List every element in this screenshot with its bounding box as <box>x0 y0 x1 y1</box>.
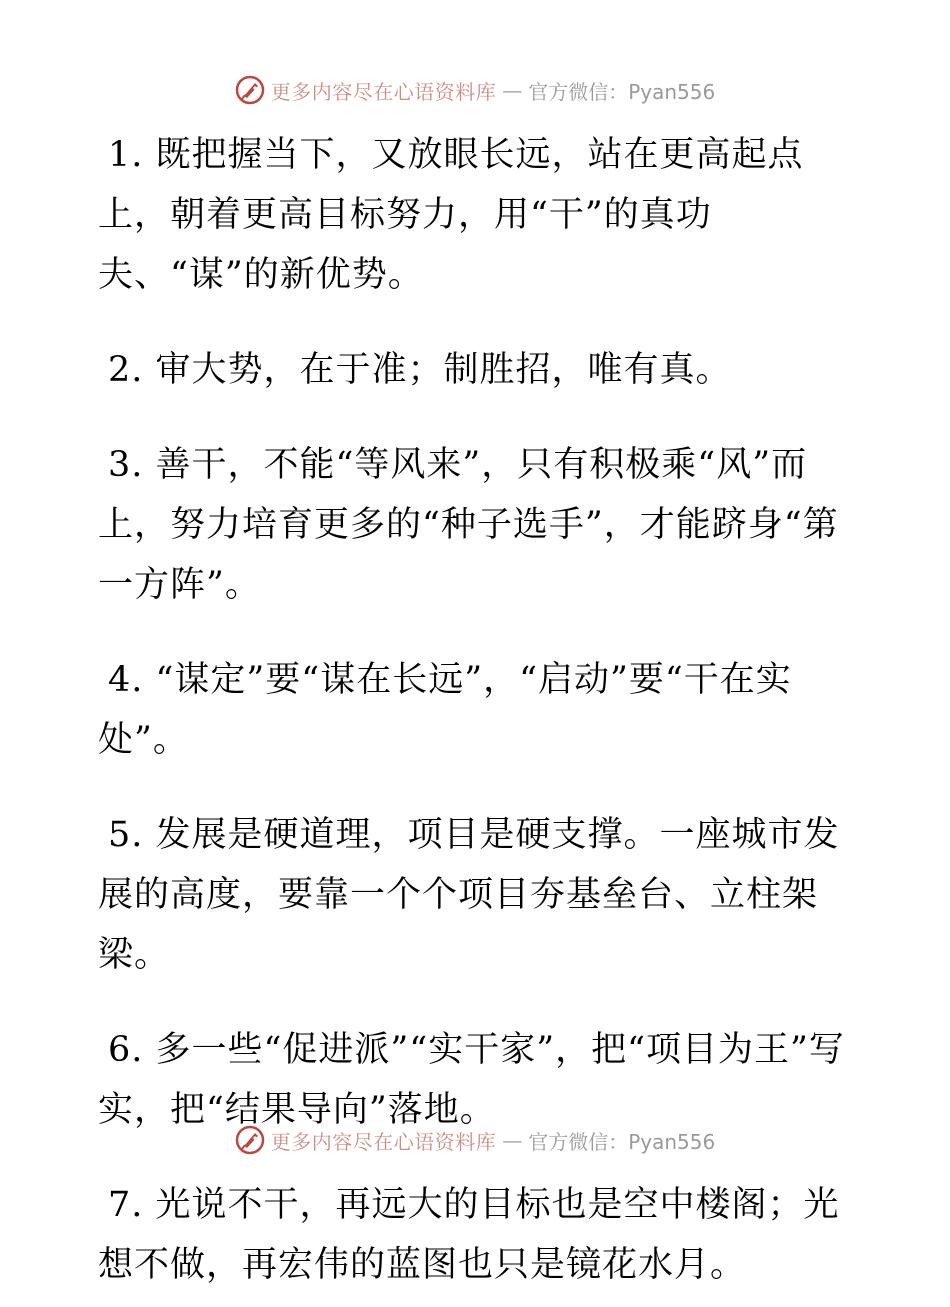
pen-nib-logo-icon <box>235 1125 265 1155</box>
watermark-brand-text: 更多内容尽在心语资料库 <box>270 79 497 104</box>
watermark-brand-text: 更多内容尽在心语资料库 <box>270 1129 497 1154</box>
list-item: 4. “谋定”要“谋在长远”，“启动”要“干在实处”。 <box>98 660 792 760</box>
list-item: 7. 光说不干，再远大的目标也是空中楼阁；光想不做，再宏伟的蓝图也只是镜花水月。 <box>98 1185 840 1285</box>
list-item: 6. 多一些“促进派”“实干家”，把“项目为王”写实，把“结果导向”落地。 <box>98 1030 845 1130</box>
watermark-wechat-text: 官方微信：Pyan556 <box>528 79 716 104</box>
watermark-wechat-text: 官方微信：Pyan556 <box>528 1129 716 1154</box>
header-watermark <box>0 70 950 110</box>
footer-watermark <box>0 1120 950 1160</box>
list-item: 3. 善干，不能“等风来”，只有积极乘“风”而上，努力培育更多的“种子选手”，才能跻身“第一方阵”。 <box>98 445 839 605</box>
watermark-separator: — <box>502 1128 523 1152</box>
list-item: 1. 既把握当下，又放眼长远，站在更高起点上，朝着更高目标努力，用“干”的真功夫、“谋”的新优势。 <box>98 135 804 295</box>
watermark-separator: — <box>502 78 523 102</box>
pen-nib-logo-icon <box>235 75 265 105</box>
list-item: 2. 审大势，在于准；制胜招，唯有真。 <box>108 350 732 390</box>
list-item: 5. 发展是硬道理，项目是硬支撑。一座城市发展的高度，要靠一个个项目夯基垒台、立柱架梁。 <box>98 815 840 975</box>
